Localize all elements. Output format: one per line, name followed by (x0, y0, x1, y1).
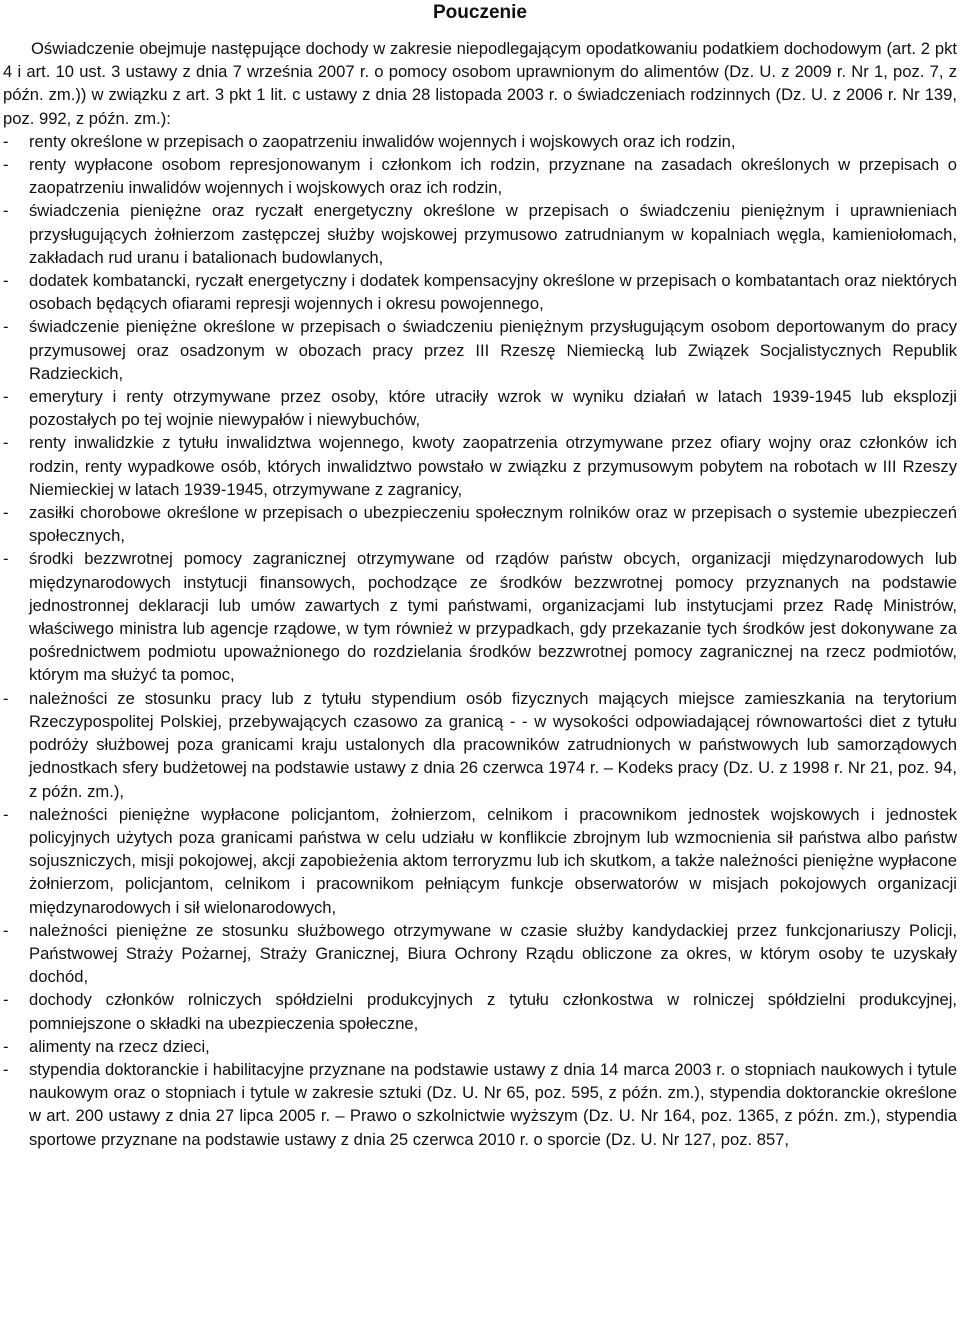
list-item (3, 130, 957, 153)
income-list (3, 130, 957, 1151)
list-item (3, 315, 957, 385)
list-item (3, 919, 957, 989)
document-title: Pouczenie (433, 2, 527, 23)
list-item (3, 431, 957, 501)
list-item (3, 547, 957, 686)
list-item-text: stypendia doktoranckie i habilitacyjne przyznane na podstawie ustawy z dnia 14 marca 2003 r. o stopniach naukowych i tytule naukowym oraz o stopniach i tytule w zakresie sztuki (Dz. U. Nr 65, poz. 595, z późn. zm.), stypendia doktoranckie określone w art. 200 ustawy z dnia 27 lipca 2005 r. – Prawo o szkolnictwie wyższym (Dz. U. Nr 164, poz. 1365, z późn. zm.), stypendia sportowe przyznane na podstawie ustawy z dnia 25 czerwca 2010 r. o sporcie (Dz. U. Nr 127, poz. 857, (29, 1059, 957, 1149)
bullet-dash: - (3, 131, 9, 151)
bullet-dash: - (3, 271, 9, 291)
list-item-text: należności pieniężne wypłacone policjantom, żołnierzom, celnikom i pracownikom jednostek wojskowych i jednostek policyjnych użytych poza granicami państwa w celu udziału w konflikcie zbrojnym lub wzmocnienia sił państwa albo państw sojuszniczych, misji pokojowej, akcji zapobieżenia aktom terroryzmu lub ich skutkom, a także należności pieniężne wypłacone żołnierzom, policjantom, celnikom i pracownikom pełniącym funkcje obserwatorów w misjach pokojowych organizacji międzynarodowych i sił wielonarodowych, (29, 804, 957, 917)
list-item-text: emerytury i renty otrzymywane przez osoby, które utraciły wzrok w wyniku działań w latach 1939-1945 lub eksplozji pozostałych po tej wojnie niewypałów i niewybuchów, (29, 387, 957, 430)
list-item-text: zasiłki chorobowe określone w przepisach o ubezpieczeniu społecznym rolników oraz w przepisach o systemie ubezpieczeń społecznych, (29, 503, 957, 546)
list-item-text: środki bezzwrotnej pomocy zagranicznej otrzymywane od rządów państw obcych, organizacji międzynarodowych lub międzynarodowych instytucji finansowych, pochodzące ze środków bezzwrotnej pomocy przyznanych na podstawie jednostronnej deklaracji lub umów zawartych z tymi państwami, organizacjami lub instytucjami przez Radę Ministrów, właściwego ministra lub agencje rządowe, w tym również w przypadkach, gdy przekazanie tych środków jest dokonywane za pośrednictwem podmiotu upoważnionego do rozdzielania środków bezzwrotnej pomocy zagranicznej na rzecz podmiotów, którym ma służyć ta pomoc, (29, 549, 957, 685)
list-item (3, 199, 957, 269)
list-item-text: należności ze stosunku pracy lub z tytułu stypendium osób fizycznych mających miejsce zamieszkania na terytorium Rzeczypospolitej Polskiej, przebywających czasowo za granicą - - w wysokości odpowiadającej równowartości diet z tytułu podróży służbowej poza granicami kraju ustalonych dla pracowników zatrudnionych w państwowych lub samorządowych jednostkach sfery budżetowej na podstawie ustawy z dnia 26 czerwca 1974 r. – Kodeks pracy (Dz. U. z 1998 r. Nr 21, poz. 94, z późn. zm.), (29, 688, 957, 801)
list-item-text: renty określone w przepisach o zaopatrzeniu inwalidów wojennych i wojskowych oraz ich rodzin, (29, 131, 736, 151)
list-item-text: dochody członków rolniczych spółdzielni produkcyjnych z tytułu członkostwa w rolniczej spółdzielni produkcyjnej, pomniejszone o składki na ubezpieczenia społeczne, (29, 990, 957, 1033)
list-item (3, 1035, 957, 1058)
bullet-dash: - (3, 688, 9, 708)
list-item (3, 988, 957, 1034)
list-item (3, 153, 957, 199)
bullet-dash: - (3, 549, 9, 569)
bullet-dash: - (3, 1059, 9, 1079)
list-item (3, 385, 957, 431)
bullet-dash: - (3, 1036, 9, 1056)
bullet-dash: - (3, 804, 9, 824)
list-item-text: alimenty na rzecz dzieci, (29, 1036, 210, 1056)
list-item-text: świadczenia pieniężne oraz ryczałt energetyczny określone w przepisach o świadczeniu pieniężnym i uprawnieniach przysługujących żołnierzom zastępczej służby wojskowej przymusowo zatrudnianym w kopalniach węgla, kamieniołomach, zakładach rud uranu i batalionach budowlanych, (29, 201, 957, 267)
bullet-dash: - (3, 201, 9, 221)
bullet-dash: - (3, 503, 9, 523)
list-item-text: renty inwalidzkie z tytułu inwalidztwa wojennego, kwoty zaopatrzenia otrzymywane przez ofiary wojny oraz członków ich rodzin, renty wypadkowe osób, których inwalidztwo powstało w związku z przymusowym pobytem na robotach w III Rzeszy Niemieckiej w latach 1939-1945, otrzymywane z zagranicy, (29, 433, 957, 499)
list-item (3, 1058, 957, 1151)
bullet-dash: - (3, 920, 9, 940)
list-item-text: należności pieniężne ze stosunku służbowego otrzymywane w czasie służby kandydackiej przez funkcjonariuszy Policji, Państwowej Straży Pożarnej, Straży Granicznej, Biura Ochrony Rządu obliczone za okres, w którym osoby te uzyskały dochód, (29, 920, 957, 987)
bullet-dash: - (3, 990, 9, 1010)
list-item (3, 803, 957, 919)
list-item (3, 269, 957, 315)
bullet-dash: - (3, 433, 9, 453)
bullet-dash: - (3, 317, 9, 337)
list-item-text: renty wypłacone osobom represjonowanym i członkom ich rodzin, przyznane na zasadach określonych w przepisach o zaopatrzeniu inwalidów wojennych i wojskowych oraz ich rodzin, (29, 155, 957, 198)
bullet-dash: - (3, 155, 9, 175)
list-item (3, 687, 957, 803)
intro-paragraph: Oświadczenie obejmuje następujące dochody w zakresie niepodlegającym opodatkowaniu podatkiem dochodowym (art. 2 pkt 4 i art. 10 ust. 3 ustawy z dnia 7 września 2007 r. o pomocy osobom uprawnionym do alimentów (Dz. U. z 2009 r. Nr 1, poz. 7, z późn. zm.)) w związku z art. 3 pkt 1 lit. c ustawy z dnia 28 listopada 2003 r. o świadczeniach rodzinnych (Dz. U. z 2006 r. Nr 139, poz. 992, z późn. zm.): (3, 39, 957, 128)
bullet-dash: - (3, 387, 9, 407)
list-item-text: świadczenie pieniężne określone w przepisach o świadczeniu pieniężnym przysługującym osobom deportowanym do pracy przymusowej oraz osadzonym w obozach pracy przez III Rzeszę Niemiecką lub Związek Socjalistycznych Republik Radzieckich, (29, 317, 957, 383)
list-item-text: dodatek kombatancki, ryczałt energetyczny i dodatek kompensacyjny określone w przepisach o kombatantach oraz niektórych osobach będących ofiarami represji wojennych i okresu powojennego, (29, 271, 957, 314)
list-item (3, 501, 957, 547)
